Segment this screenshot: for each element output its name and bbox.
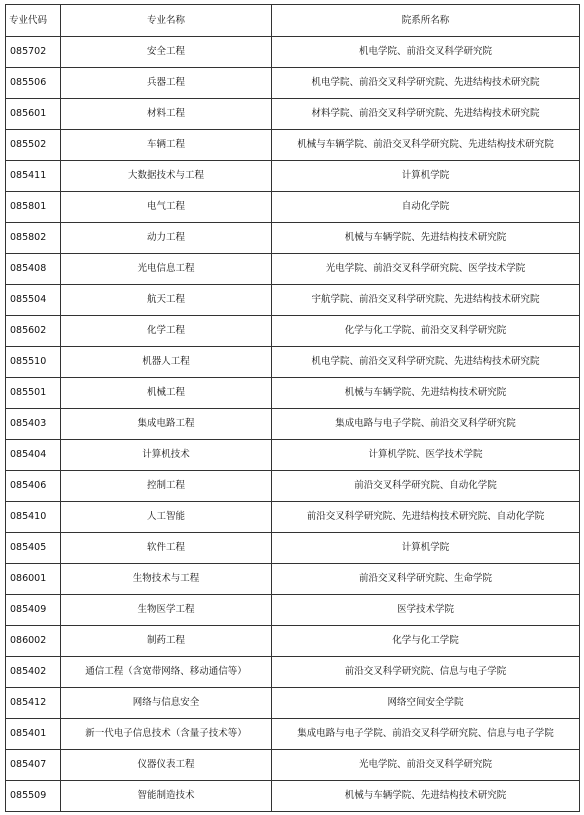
college-cell: 化学与化工学院、前沿交叉科学研究院 bbox=[272, 316, 580, 347]
table-row bbox=[6, 68, 580, 99]
table-row bbox=[6, 750, 580, 781]
college-cell: 光电学院、前沿交叉科学研究院、医学技术学院 bbox=[272, 254, 580, 285]
major-name-cell: 软件工程 bbox=[61, 533, 272, 564]
header-major-code: 专业代码 bbox=[6, 5, 61, 37]
major-code-cell: 085509 bbox=[6, 781, 61, 812]
college-cell: 机电学院、前沿交叉科学研究院、先进结构技术研究院 bbox=[272, 347, 580, 378]
table-row bbox=[6, 192, 580, 223]
college-cell: 机械与车辆学院、先进结构技术研究院 bbox=[272, 223, 580, 254]
table-row bbox=[6, 316, 580, 347]
major-name-cell: 生物技术与工程 bbox=[61, 564, 272, 595]
major-code-cell: 085405 bbox=[6, 533, 61, 564]
major-code-cell: 086001 bbox=[6, 564, 61, 595]
college-cell: 自动化学院 bbox=[272, 192, 580, 223]
college-cell: 机械与车辆学院、先进结构技术研究院 bbox=[272, 378, 580, 409]
major-name-cell: 化学工程 bbox=[61, 316, 272, 347]
major-code-cell: 085702 bbox=[6, 37, 61, 68]
college-cell: 前沿交叉科学研究院、自动化学院 bbox=[272, 471, 580, 502]
major-code-cell: 085406 bbox=[6, 471, 61, 502]
major-name-cell: 光电信息工程 bbox=[61, 254, 272, 285]
table-row bbox=[6, 130, 580, 161]
header-college-name: 院系所名称 bbox=[272, 5, 580, 37]
major-name-cell: 智能制造技术 bbox=[61, 781, 272, 812]
table-header bbox=[6, 5, 580, 37]
major-name-cell: 机械工程 bbox=[61, 378, 272, 409]
major-code-cell: 085501 bbox=[6, 378, 61, 409]
college-cell: 计算机学院 bbox=[272, 533, 580, 564]
table-row bbox=[6, 99, 580, 130]
major-code-cell: 086002 bbox=[6, 626, 61, 657]
table-row bbox=[6, 657, 580, 688]
major-code-cell: 085601 bbox=[6, 99, 61, 130]
major-code-cell: 085411 bbox=[6, 161, 61, 192]
major-code-cell: 085403 bbox=[6, 409, 61, 440]
table-row bbox=[6, 161, 580, 192]
table-row bbox=[6, 781, 580, 812]
college-cell: 前沿交叉科学研究院、先进结构技术研究院、自动化学院 bbox=[272, 502, 580, 533]
major-name-cell: 动力工程 bbox=[61, 223, 272, 254]
majors-table bbox=[5, 4, 580, 812]
table-row bbox=[6, 285, 580, 316]
table-row bbox=[6, 502, 580, 533]
major-name-cell: 计算机技术 bbox=[61, 440, 272, 471]
major-code-cell: 085412 bbox=[6, 688, 61, 719]
table-row bbox=[6, 688, 580, 719]
major-code-cell: 085504 bbox=[6, 285, 61, 316]
college-cell: 医学技术学院 bbox=[272, 595, 580, 626]
header-major-name: 专业名称 bbox=[61, 5, 272, 37]
college-cell: 计算机学院 bbox=[272, 161, 580, 192]
table-body bbox=[6, 37, 580, 812]
major-code-cell: 085408 bbox=[6, 254, 61, 285]
table-row bbox=[6, 409, 580, 440]
major-code-cell: 085402 bbox=[6, 657, 61, 688]
major-code-cell: 085801 bbox=[6, 192, 61, 223]
major-name-cell: 生物医学工程 bbox=[61, 595, 272, 626]
college-cell: 机电学院、前沿交叉科学研究院、先进结构技术研究院 bbox=[272, 68, 580, 99]
header-row bbox=[6, 5, 580, 37]
major-code-cell: 085510 bbox=[6, 347, 61, 378]
table-row bbox=[6, 254, 580, 285]
major-name-cell: 通信工程（含宽带网络、移动通信等） bbox=[61, 657, 272, 688]
major-code-cell: 085404 bbox=[6, 440, 61, 471]
major-code-cell: 085407 bbox=[6, 750, 61, 781]
table-row bbox=[6, 471, 580, 502]
major-name-cell: 控制工程 bbox=[61, 471, 272, 502]
major-code-cell: 085401 bbox=[6, 719, 61, 750]
table-row bbox=[6, 223, 580, 254]
major-name-cell: 新一代电子信息技术（含量子技术等） bbox=[61, 719, 272, 750]
major-code-cell: 085409 bbox=[6, 595, 61, 626]
major-name-cell: 仪器仪表工程 bbox=[61, 750, 272, 781]
table-row bbox=[6, 595, 580, 626]
college-cell: 化学与化工学院 bbox=[272, 626, 580, 657]
college-cell: 材料学院、前沿交叉科学研究院、先进结构技术研究院 bbox=[272, 99, 580, 130]
college-cell: 前沿交叉科学研究院、信息与电子学院 bbox=[272, 657, 580, 688]
major-name-cell: 航天工程 bbox=[61, 285, 272, 316]
major-name-cell: 大数据技术与工程 bbox=[61, 161, 272, 192]
college-cell: 集成电路与电子学院、前沿交叉科学研究院、信息与电子学院 bbox=[272, 719, 580, 750]
major-name-cell: 电气工程 bbox=[61, 192, 272, 223]
major-name-cell: 材料工程 bbox=[61, 99, 272, 130]
college-cell: 机械与车辆学院、前沿交叉科学研究院、先进结构技术研究院 bbox=[272, 130, 580, 161]
table-row bbox=[6, 347, 580, 378]
table-row bbox=[6, 378, 580, 409]
major-name-cell: 集成电路工程 bbox=[61, 409, 272, 440]
college-cell: 机电学院、前沿交叉科学研究院 bbox=[272, 37, 580, 68]
college-cell: 宇航学院、前沿交叉科学研究院、先进结构技术研究院 bbox=[272, 285, 580, 316]
table-row bbox=[6, 440, 580, 471]
college-cell: 集成电路与电子学院、前沿交叉科学研究院 bbox=[272, 409, 580, 440]
table-row bbox=[6, 564, 580, 595]
major-name-cell: 网络与信息安全 bbox=[61, 688, 272, 719]
college-cell: 网络空间安全学院 bbox=[272, 688, 580, 719]
major-code-cell: 085602 bbox=[6, 316, 61, 347]
college-cell: 计算机学院、医学技术学院 bbox=[272, 440, 580, 471]
major-code-cell: 085802 bbox=[6, 223, 61, 254]
table-row bbox=[6, 626, 580, 657]
major-name-cell: 兵器工程 bbox=[61, 68, 272, 99]
table-row bbox=[6, 719, 580, 750]
major-name-cell: 车辆工程 bbox=[61, 130, 272, 161]
major-name-cell: 安全工程 bbox=[61, 37, 272, 68]
table-row bbox=[6, 37, 580, 68]
major-name-cell: 人工智能 bbox=[61, 502, 272, 533]
major-name-cell: 机器人工程 bbox=[61, 347, 272, 378]
major-code-cell: 085410 bbox=[6, 502, 61, 533]
major-code-cell: 085506 bbox=[6, 68, 61, 99]
table-row bbox=[6, 533, 580, 564]
college-cell: 光电学院、前沿交叉科学研究院 bbox=[272, 750, 580, 781]
major-code-cell: 085502 bbox=[6, 130, 61, 161]
major-name-cell: 制药工程 bbox=[61, 626, 272, 657]
college-cell: 机械与车辆学院、先进结构技术研究院 bbox=[272, 781, 580, 812]
college-cell: 前沿交叉科学研究院、生命学院 bbox=[272, 564, 580, 595]
